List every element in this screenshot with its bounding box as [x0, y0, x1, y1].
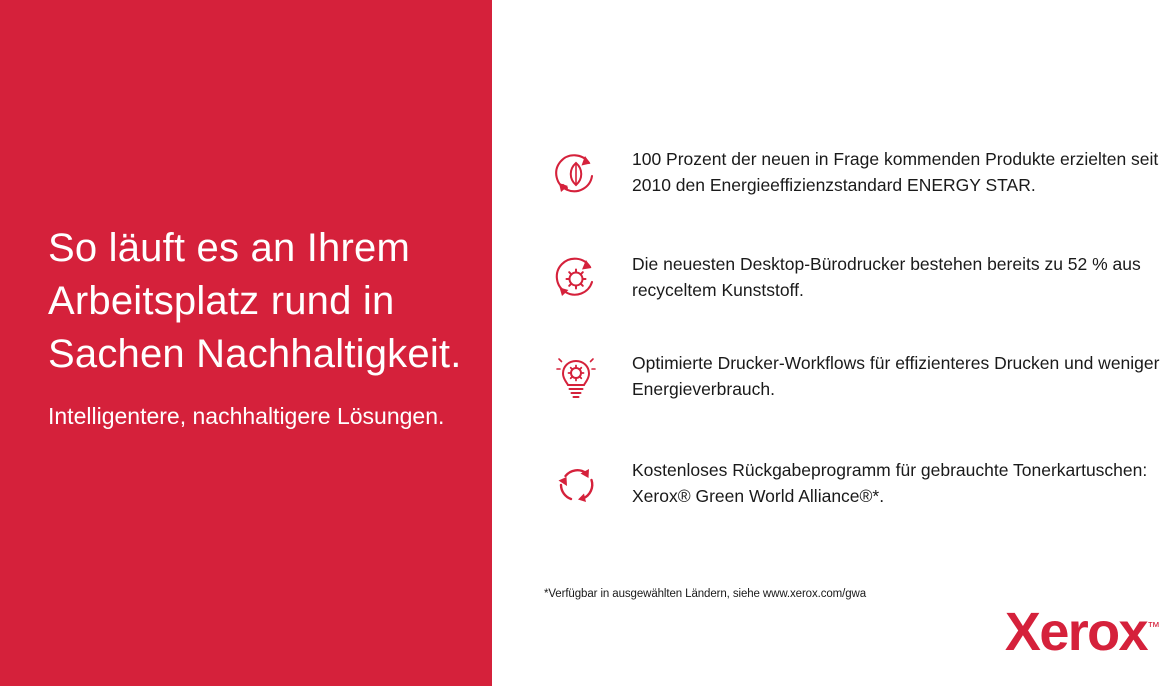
- list-item: [544, 451, 1164, 541]
- gear-recycle-icon: [544, 247, 608, 311]
- benefits-list: [544, 140, 1164, 548]
- list-item: [544, 245, 1164, 337]
- left-red-panel: [0, 0, 492, 686]
- lightbulb-gear-icon: [544, 346, 608, 410]
- list-item-text: 100 Prozent der neuen in Frage kommenden Produkte erzielten seit 2010 den Energieeffizienzstandard ENERGY STAR.: [632, 149, 1159, 195]
- footnote-text: *Verfügbar in ausgewählten Ländern, siehe www.xerox.com/gwa: [544, 588, 867, 600]
- logo-wordmark: Xerox: [1004, 602, 1147, 662]
- page-title: So läuft es an Ihrem Arbeitsplatz rund in Sachen Nachhaltigkeit.: [48, 226, 462, 376]
- right-content-panel: [492, 0, 1168, 686]
- recycle-arrows-icon: [544, 453, 608, 517]
- xerox-logo: [1004, 600, 1160, 662]
- list-item-text: Optimierte Drucker-Workflows für effizienteres Drucken und weniger Energieverbrauch.: [632, 353, 1160, 399]
- page-subtitle: Intelligentere, nachhaltigere Lösungen.: [48, 403, 445, 429]
- list-item: [544, 140, 1164, 238]
- list-item-text: Kostenloses Rückgabeprogramm für gebrauchte Tonerkartuschen: Xerox® Green World Alliance®*.: [632, 460, 1148, 506]
- leaf-recycle-icon: [544, 142, 608, 206]
- logo-trademark: ™: [1147, 619, 1160, 634]
- list-item-text: Die neuesten Desktop-Bürodrucker bestehen bereits zu 52 % aus recyceltem Kunststoff.: [632, 254, 1141, 300]
- list-item: [544, 344, 1164, 444]
